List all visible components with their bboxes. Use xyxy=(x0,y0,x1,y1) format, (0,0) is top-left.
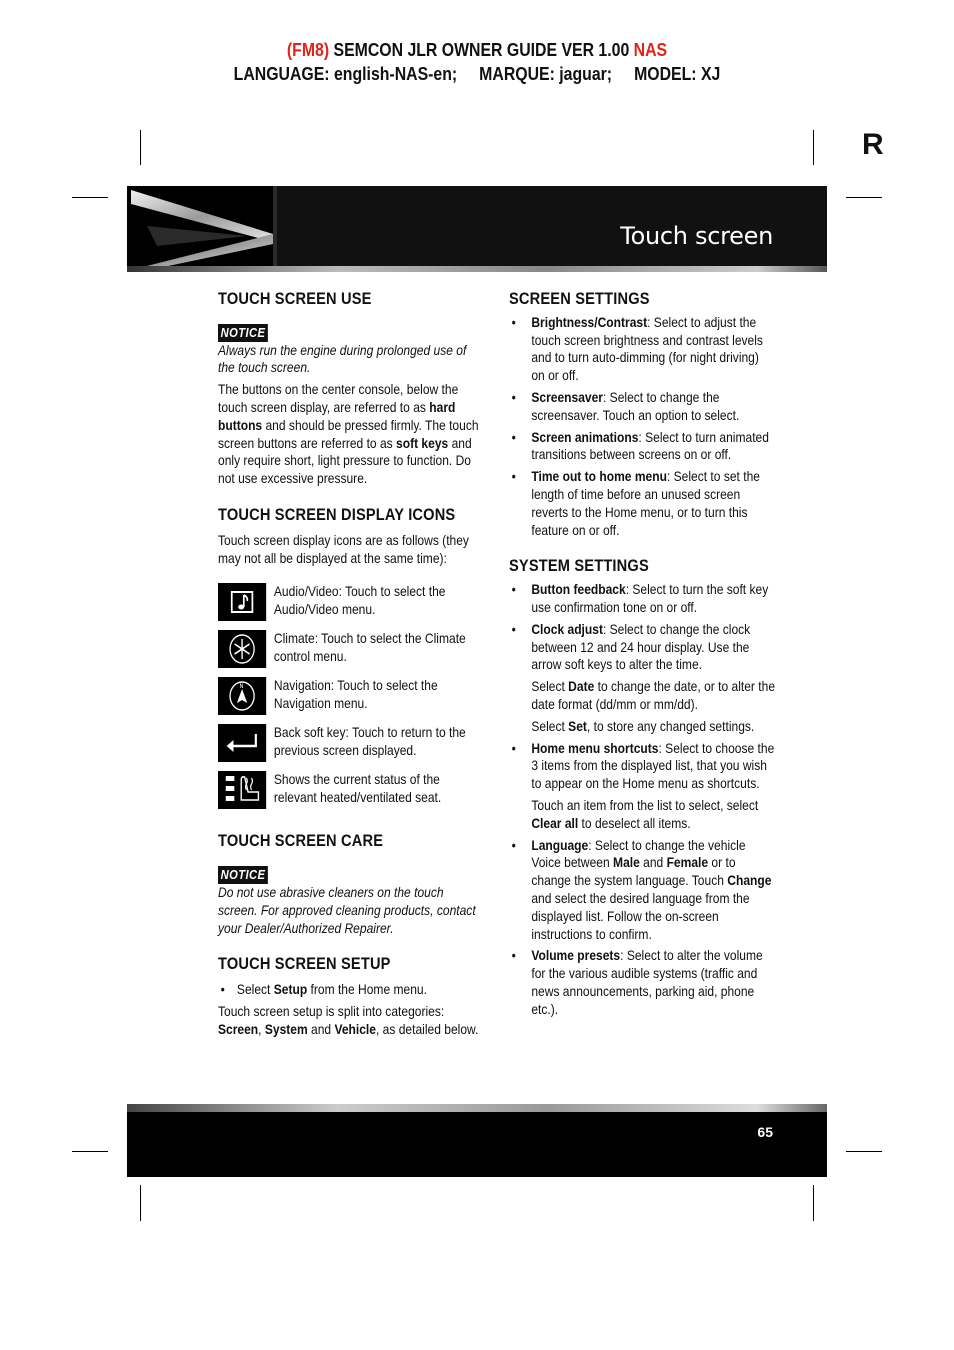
header-code: (FM8) xyxy=(286,40,330,60)
icon-description: Back soft key: Touch to return to the previous screen displayed. xyxy=(273,724,466,759)
banner-divider xyxy=(273,186,277,266)
notice-text: Do not use abrasive cleaners on the touch screen. For approved cleaning products, contact your Dealer/Authorized Repairer. xyxy=(218,883,476,936)
icon-description: Navigation: Touch to select the Navigation menu. xyxy=(273,677,438,712)
crop-mark xyxy=(813,130,814,165)
page-number: 65 xyxy=(757,1124,773,1140)
header-title: SEMCON JLR OWNER GUIDE VER 1.00 xyxy=(329,40,634,60)
music-note-icon xyxy=(218,583,266,621)
paragraph: Touch screen display icons are as follows (they may not all be displayed at the same time): xyxy=(218,531,469,566)
crop-mark xyxy=(140,1185,141,1221)
footer-sheen xyxy=(127,1104,827,1112)
snowflake-icon xyxy=(218,630,266,668)
back-arrow-icon xyxy=(218,724,266,762)
notice-label: NOTICE xyxy=(218,324,268,342)
chevron-graphic xyxy=(127,186,273,272)
section-heading: SCREEN SETTINGS xyxy=(509,289,650,308)
document-header-line-2: LANGUAGE: english-NAS-en; MARQUE: jaguar; MODEL: XJ xyxy=(233,64,721,84)
paragraph: Touch screen setup is split into categories: Screen, System and Vehicle, as detailed below. xyxy=(218,1002,479,1037)
list-item: • Screen animations: Select to turn animated transitions between screens on or off. xyxy=(509,429,776,465)
crop-mark xyxy=(140,130,141,165)
list-item: • Language: Select to change the vehicle Voice between Male and Female or to change the system language. Touch Change and select the desired language from the displayed list. Follow the on-screen instructions to confirm. xyxy=(509,837,776,944)
icon-description: Climate: Touch to select the Climate control menu. xyxy=(273,630,466,665)
list-item: • Home menu shortcuts: Select to choose the 3 items from the displayed list, that you wish to appear on the Home menu as shortcuts. Touch an item from the list to select, select Clear all to deselect all items. xyxy=(509,740,776,833)
section-heading: TOUCH SCREEN USE xyxy=(218,289,372,308)
bullet-list xyxy=(509,581,776,1018)
icon-row xyxy=(218,724,485,762)
icon-row xyxy=(218,771,485,809)
banner-sheen xyxy=(127,266,827,272)
right-column xyxy=(509,290,775,1022)
section-heading: TOUCH SCREEN DISPLAY ICONS xyxy=(218,504,456,524)
icon-row xyxy=(218,583,485,621)
section-heading: TOUCH SCREEN CARE xyxy=(218,831,384,851)
bullet-list xyxy=(509,314,776,540)
compass-icon xyxy=(218,677,266,715)
notice-label: NOTICE xyxy=(218,866,268,884)
list-item: • Screensaver: Select to change the screensaver. Touch an option to select. xyxy=(509,389,776,425)
crop-mark xyxy=(846,1151,882,1152)
notice-text: Always run the engine during prolonged use of the touch screen. xyxy=(218,341,467,376)
section-heading: SYSTEM SETTINGS xyxy=(509,556,649,576)
list-item: • Clock adjust: Select to change the clock between 12 and 24 hour display. Use the arrow soft keys to alter the time. Select Date to change the date, or to alter the date format (dd/mm or mm/dd). Select Set, to store any changed settings. xyxy=(509,621,776,736)
list-item: • Button feedback: Select to turn the soft key use confirmation tone on or off. xyxy=(509,581,776,617)
icon-row xyxy=(218,677,485,715)
margin-mark: R xyxy=(862,128,884,161)
list-item: • Time out to home menu: Select to set the length of time before an unused screen reverts to the Home menu, or to turn this feature on or off. xyxy=(509,468,776,539)
page-footer xyxy=(127,1104,827,1177)
heated-seat-icon xyxy=(218,771,266,809)
section-heading: TOUCH SCREEN SETUP xyxy=(218,954,391,974)
svg-text:N: N xyxy=(239,684,244,691)
section-banner xyxy=(127,186,827,272)
document-header-line-1 xyxy=(57,40,897,61)
icon-description: Shows the current status of the relevant heated/ventilated seat. xyxy=(273,771,442,806)
crop-mark xyxy=(813,1185,814,1221)
left-column xyxy=(218,290,484,1043)
bullet-list xyxy=(218,981,485,999)
page-title: Touch screen xyxy=(620,222,773,250)
icon-row xyxy=(218,630,485,668)
list-item: • Select Setup from the Home menu. xyxy=(218,981,485,999)
crop-mark xyxy=(846,197,882,198)
list-item: • Volume presets: Select to alter the volume for the various audible systems (traffic and news announcements, parking aid, phone etc.). xyxy=(509,947,776,1018)
icon-description: Audio/Video: Touch to select the Audio/Video menu. xyxy=(273,583,446,618)
crop-mark xyxy=(72,1151,108,1152)
header-region: NAS xyxy=(633,40,668,60)
crop-mark xyxy=(72,197,108,198)
paragraph: The buttons on the center console, below the touch screen display, are referred to as hard buttons and should be pressed firmly. The touch screen buttons are referred to as soft keys and only require short, light pressure to function. Do not use excessive pressure. xyxy=(218,381,479,487)
list-item: • Brightness/Contrast: Select to adjust the touch screen brightness and contrast levels and to turn auto-dimming (for night driving) on or off. xyxy=(509,314,776,385)
